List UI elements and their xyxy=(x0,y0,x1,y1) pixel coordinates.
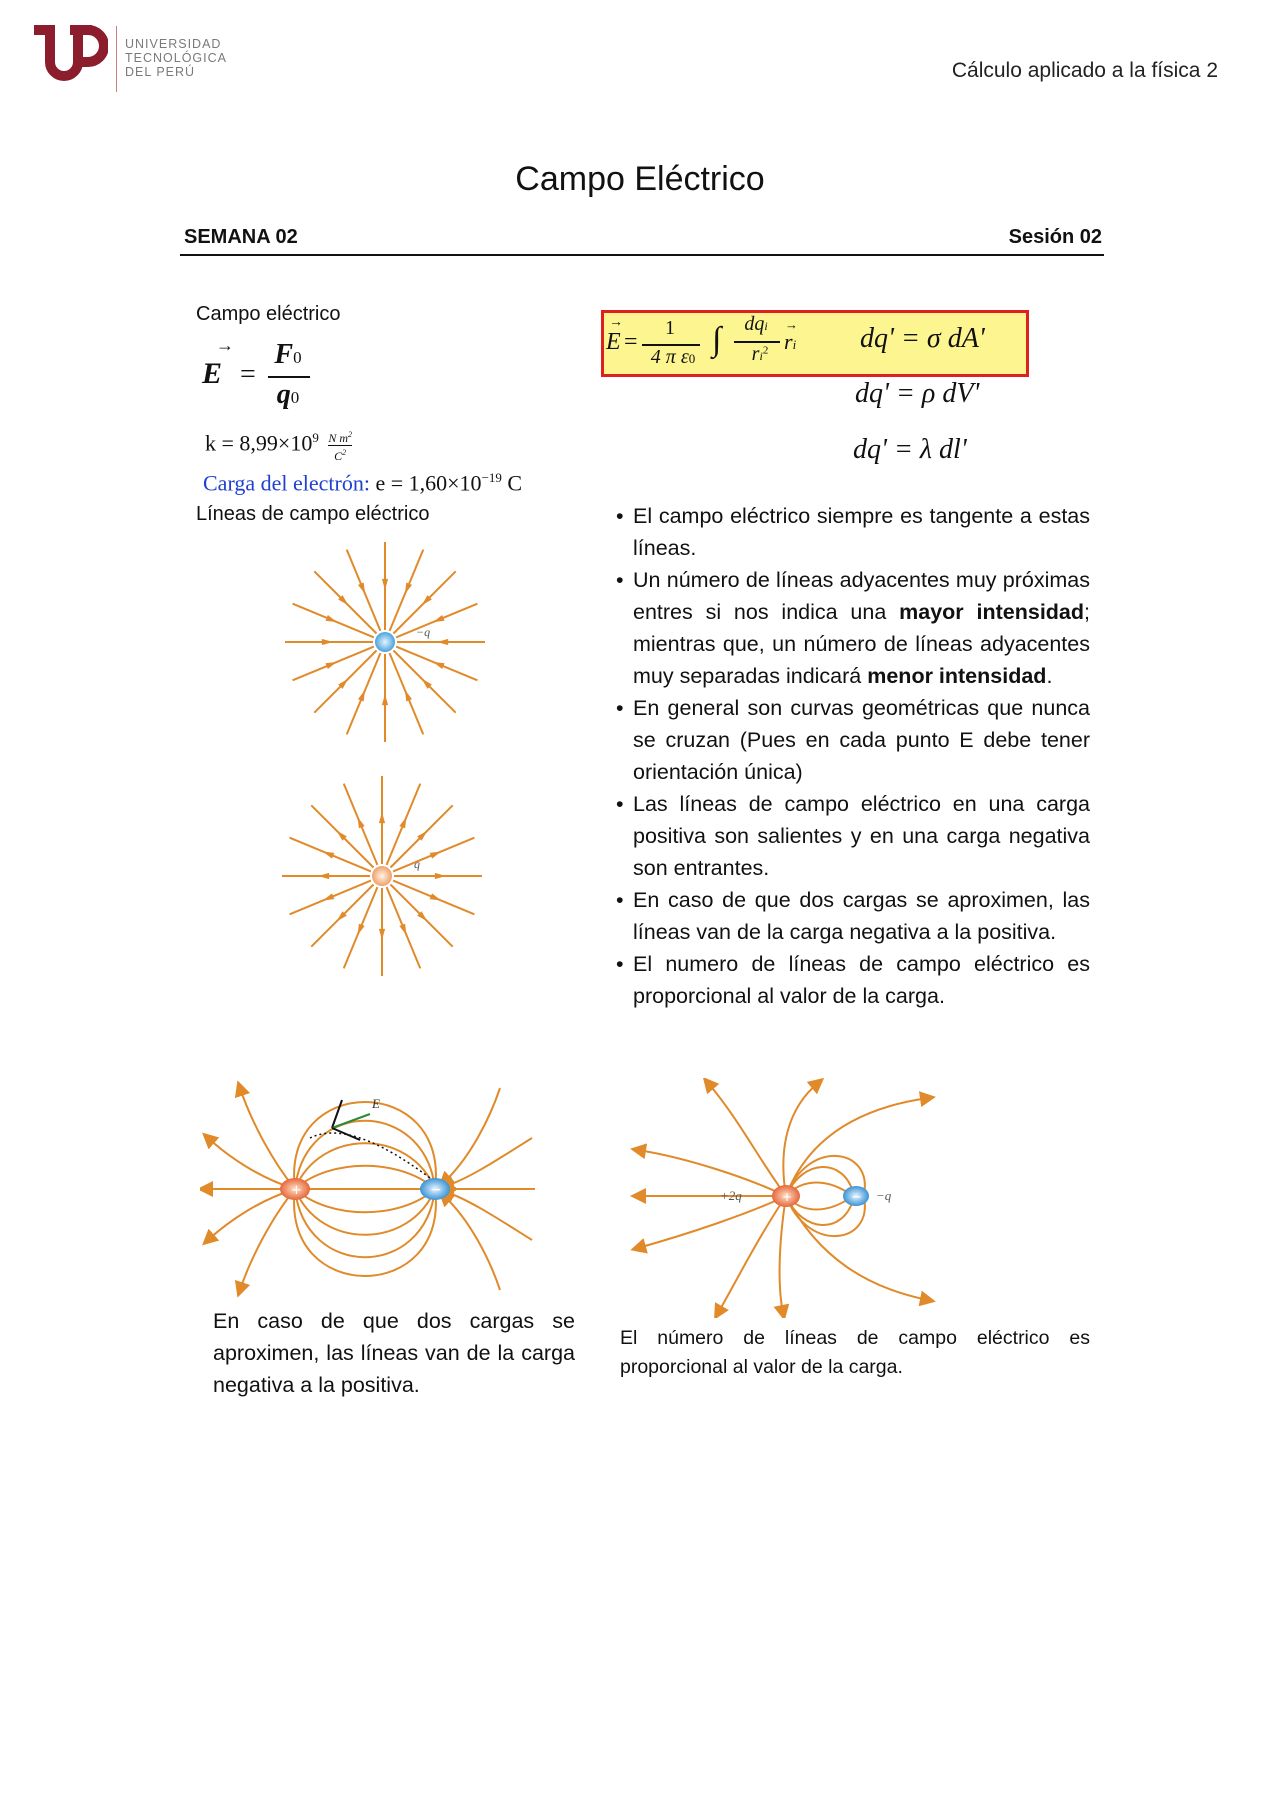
course-title: Cálculo aplicado a la física 2 xyxy=(951,59,1218,82)
svg-text:+: + xyxy=(782,1190,793,1204)
formula-e-field: → E = F0 q0 xyxy=(202,337,322,421)
dipole-field-figure xyxy=(200,1078,540,1303)
caption-dipole: En caso de que dos cargas se aproximen, las líneas van de la carga negativa a la positiva. xyxy=(213,1309,575,1397)
field-arrow xyxy=(323,852,334,859)
pos-charge-label: q xyxy=(414,857,420,871)
list-item: • El campo eléctrico siempre es tangente a estas líneas. xyxy=(616,500,1090,564)
field-lines-label: Líneas de campo eléctrico xyxy=(196,503,430,525)
field-arrow xyxy=(322,639,333,645)
field-arrow xyxy=(433,662,444,669)
positive-charge xyxy=(372,866,392,886)
field-lines xyxy=(205,1088,535,1290)
caption-unequal: El número de líneas de campo eléctrico es proporcional al valor de la carga. xyxy=(620,1327,1090,1378)
list-item: • El numero de líneas de campo eléctrico es proporcional al valor de la carga. xyxy=(616,948,1090,1012)
field-arrow xyxy=(405,690,412,701)
field-arrow xyxy=(379,929,385,940)
coulomb-constant: $k = 8,99\times 10^9$ $\frac{N m^2}{C^2}$ xyxy=(205,430,352,463)
svg-text:−: − xyxy=(430,1182,442,1198)
page-title: Campo Eléctrico xyxy=(515,160,765,198)
electron-charge: Carga del electrón: $e = 1,60\times 10^{-19}$ C xyxy=(203,470,523,496)
session-label: Sesión 02 xyxy=(1008,226,1102,248)
svg-text:−: − xyxy=(851,1190,862,1205)
list-item: • En caso de que dos cargas se aproximen, las líneas van de la carga negativa a la positiva. xyxy=(616,884,1090,948)
field-arrow xyxy=(358,817,365,828)
negative-charge xyxy=(375,632,395,652)
field-arrow xyxy=(323,893,334,900)
dq-area: dq' = σ dA' xyxy=(860,323,985,354)
field-arrow xyxy=(325,662,336,669)
header-rule xyxy=(180,254,1104,256)
field-arrow xyxy=(382,694,388,705)
field-line-properties xyxy=(616,500,1090,1012)
utp-logo-icon xyxy=(30,24,108,94)
field-arrow xyxy=(358,582,365,593)
list-item: • En general son curvas geométricas que nunca se cruzan (Pues en cada punto E debe tener orientación única) xyxy=(616,692,1090,788)
field-arrow xyxy=(318,873,329,879)
list-item: • Las líneas de campo eléctrico en una carga positiva son salientes y en una carga negativa son entrantes. xyxy=(616,788,1090,884)
logo-divider xyxy=(116,26,117,92)
field-arrow xyxy=(433,615,444,622)
unequal-charges-figure xyxy=(628,1078,938,1318)
field-arrow xyxy=(405,582,412,593)
field-arrow xyxy=(430,893,441,900)
field-arrow xyxy=(358,690,365,701)
dipole-e-label: E xyxy=(372,1096,380,1111)
field-arrow xyxy=(399,924,406,935)
week-label: SEMANA 02 xyxy=(184,226,298,248)
dq-linear: dq' = λ dl' xyxy=(853,434,967,465)
field-arrow xyxy=(325,615,336,622)
logo-text: UNIVERSIDAD TECNOLÓGICA DEL PERÚ xyxy=(125,37,227,79)
field-label: Campo eléctrico xyxy=(196,303,341,325)
field-arrow xyxy=(358,924,365,935)
neg-q-label: −q xyxy=(876,1188,892,1203)
neg-charge-label: −q xyxy=(416,625,431,639)
integral-formula-box: → E = 1 4 π ε0 ∫ dqi $ri^2$ → ri dq' = σ dA' xyxy=(601,310,1029,377)
field-arrow xyxy=(382,579,388,590)
positive-charge-field-figure xyxy=(280,768,500,988)
field-arrow xyxy=(379,812,385,823)
field-arrow xyxy=(437,639,448,645)
dq-volume: dq' = ρ dV' xyxy=(855,378,980,409)
list-item: • Un número de líneas adyacentes muy próximas entres si nos indica una mayor intensidad; mientras que, un número de líneas adyacentes muy separadas indicará menor intensidad. xyxy=(616,564,1090,692)
field-arrow xyxy=(430,852,441,859)
pos-2q-label: +2q xyxy=(720,1188,742,1203)
svg-text:+: + xyxy=(291,1183,302,1198)
negative-charge-field-figure xyxy=(280,540,500,760)
field-arrow xyxy=(435,873,446,879)
field-arrow xyxy=(399,817,406,828)
